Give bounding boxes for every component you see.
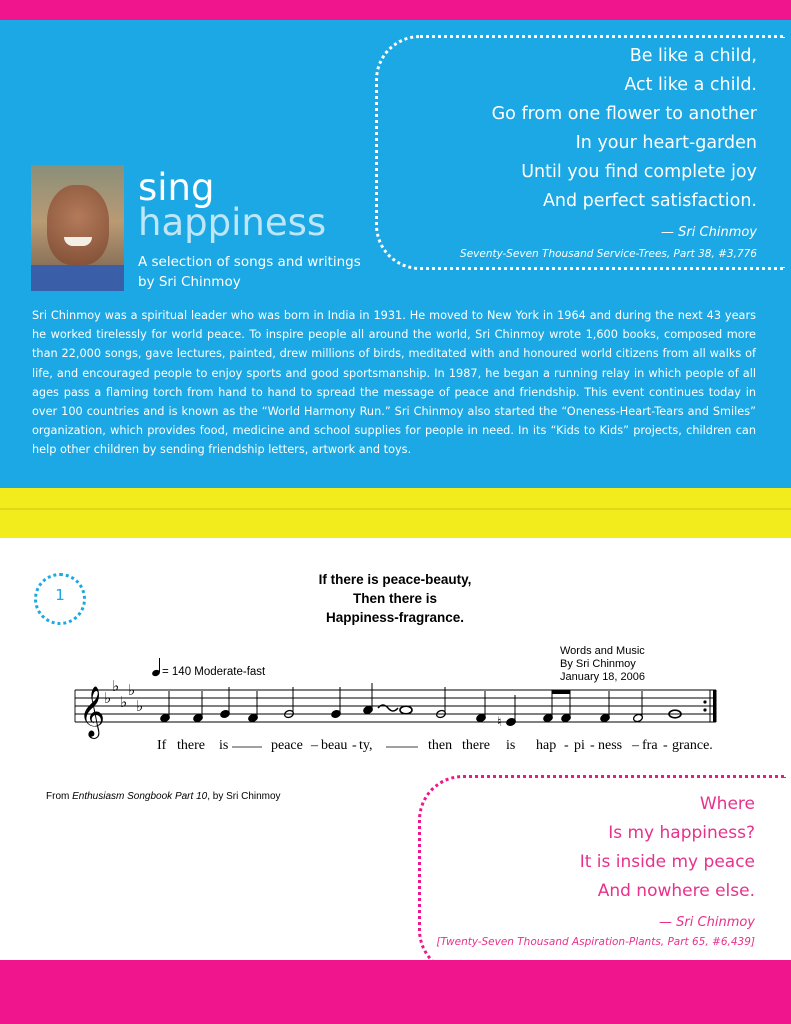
bottom-quote — [425, 790, 755, 948]
note — [600, 691, 611, 723]
page-subtitle: A selection of songs and writings by Sri Chinmoy — [138, 254, 361, 290]
credit-line: Words and Music — [560, 645, 645, 657]
lyric-syllable: pi — [574, 738, 585, 753]
eighth-note — [543, 691, 554, 723]
songbook-source-suffix: , by Sri Chinmoy — [207, 791, 281, 802]
song-title-line: Then there is — [352, 591, 438, 606]
lyric-syllable: then — [428, 738, 453, 753]
note — [248, 691, 259, 723]
natural-sign: ♮ — [497, 715, 502, 730]
quote-line: Where — [699, 794, 755, 814]
lyric-hyphen: – — [311, 738, 318, 753]
quote-line: Until you find complete joy — [521, 162, 757, 182]
lyric-hyphen: - — [590, 738, 595, 753]
lyric-syllable: there — [462, 738, 490, 753]
songbook-source — [46, 791, 281, 802]
quote-attribution: — Sri Chinmoy — [659, 915, 755, 930]
credit-line: By Sri Chinmoy — [560, 658, 636, 670]
tempo-note-icon — [151, 658, 161, 677]
note — [506, 695, 517, 727]
page-title-sing: sing — [138, 166, 215, 209]
staff-lines — [75, 690, 716, 722]
note — [220, 687, 231, 719]
quote-source: [Twenty-Seven Thousand Aspiration-Plants, Part 65, #6,439] — [436, 936, 755, 948]
lyric-syllable: If — [157, 738, 167, 753]
quote-line: Act like a child. — [624, 75, 757, 95]
svg-text:♭: ♭ — [112, 677, 120, 695]
note — [476, 691, 487, 723]
songbook-title: Enthusiasm Songbook Part 10 — [72, 791, 208, 802]
lyric-syllable: fra — [642, 738, 658, 753]
bottom-magenta-strip — [0, 960, 791, 1024]
svg-text:♭: ♭ — [136, 697, 144, 715]
lyric-syllable: ness — [598, 738, 623, 753]
lyric-syllable: ty, — [359, 738, 373, 753]
note — [160, 691, 171, 723]
lyric-hyphen: - — [564, 738, 569, 753]
photo-shirt — [31, 265, 124, 291]
tempo-text: = 140 Moderate-fast — [162, 666, 266, 678]
lyric-syllable: peace — [271, 738, 303, 753]
yellow-band — [0, 488, 791, 538]
quote-line: It is inside my peace — [579, 852, 755, 872]
svg-text:♭: ♭ — [128, 681, 136, 699]
svg-text:♭: ♭ — [120, 693, 128, 711]
quote-line: Go from one flower to another — [491, 104, 757, 124]
note — [363, 683, 374, 715]
lyric-hyphen: - — [352, 738, 357, 753]
lyric-syllable: grance. — [672, 738, 713, 753]
credit-line: January 18, 2006 — [560, 671, 646, 683]
song-title-line: If there is peace-beauty, — [318, 572, 472, 587]
note — [193, 691, 204, 723]
author-photo — [31, 165, 124, 291]
half-note — [633, 691, 644, 723]
eighth-note — [561, 691, 572, 723]
quote-source: Seventy-Seven Thousand Service-Trees, Part 38, #3,776 — [460, 248, 757, 260]
song-number: 1 — [55, 586, 65, 604]
beam — [552, 690, 570, 694]
svg-text:♭: ♭ — [104, 689, 112, 707]
key-signature-flats — [104, 677, 143, 715]
lyric-hyphen: – — [632, 738, 639, 753]
photo-face — [47, 185, 109, 265]
top-quote — [397, 42, 757, 260]
whole-note — [400, 706, 412, 714]
lyric-syllable: there — [177, 738, 205, 753]
note — [331, 687, 342, 719]
quote-line: Is my happiness? — [608, 823, 755, 843]
song-title-line: Happiness-fragrance. — [325, 610, 465, 625]
quote-attribution: — Sri Chinmoy — [661, 225, 757, 240]
fold-crease — [0, 508, 791, 510]
lyric-syllable: beau — [321, 738, 348, 753]
author-biography: Sri Chinmoy was a spiritual leader who was born in India in 1931. He moved to New York in 1964 and during the next 43 years he worked tirelessly for world peace. To inspire people all around the world, Sri Chinmoy wrote 1,600 books, composed more than 22,000 songs, gave lectures, painted, drew millions of birds, meditated with and honoured world citizens from all walks of life, and encouraged people to enjoy sports and good sportsmanship. In 1987, he began a running relay in which people of all ages pass a flaming torch from hand to hand to spread the message of peace and friendship. This event continues today in over 100 countries and is known as the “World Harmony Run.” Sri Chinmoy also started the “Oneness-Heart-Tears and Smiles” organization, which provides food, medicine and school supplies for people in need. In its “Kids to Kids” projects, children can help other children by sending friendship letters, artwork and toys. — [32, 309, 756, 457]
treble-clef-icon: 𝄞 — [79, 686, 106, 737]
quote-line: And nowhere else. — [597, 881, 755, 901]
quote-line: Be like a child, — [629, 46, 757, 66]
quote-line: In your heart-garden — [575, 133, 757, 153]
page-title-happiness: happiness — [138, 201, 327, 244]
lyric-hyphen: - — [663, 738, 668, 753]
song-title — [250, 570, 540, 627]
lyric-syllable: hap — [536, 738, 557, 753]
songbook-source-prefix: From — [46, 791, 73, 802]
quote-line: And perfect satisfaction. — [542, 191, 757, 211]
lyric-syllable: is — [219, 738, 229, 753]
lyric-syllable: is — [506, 738, 516, 753]
